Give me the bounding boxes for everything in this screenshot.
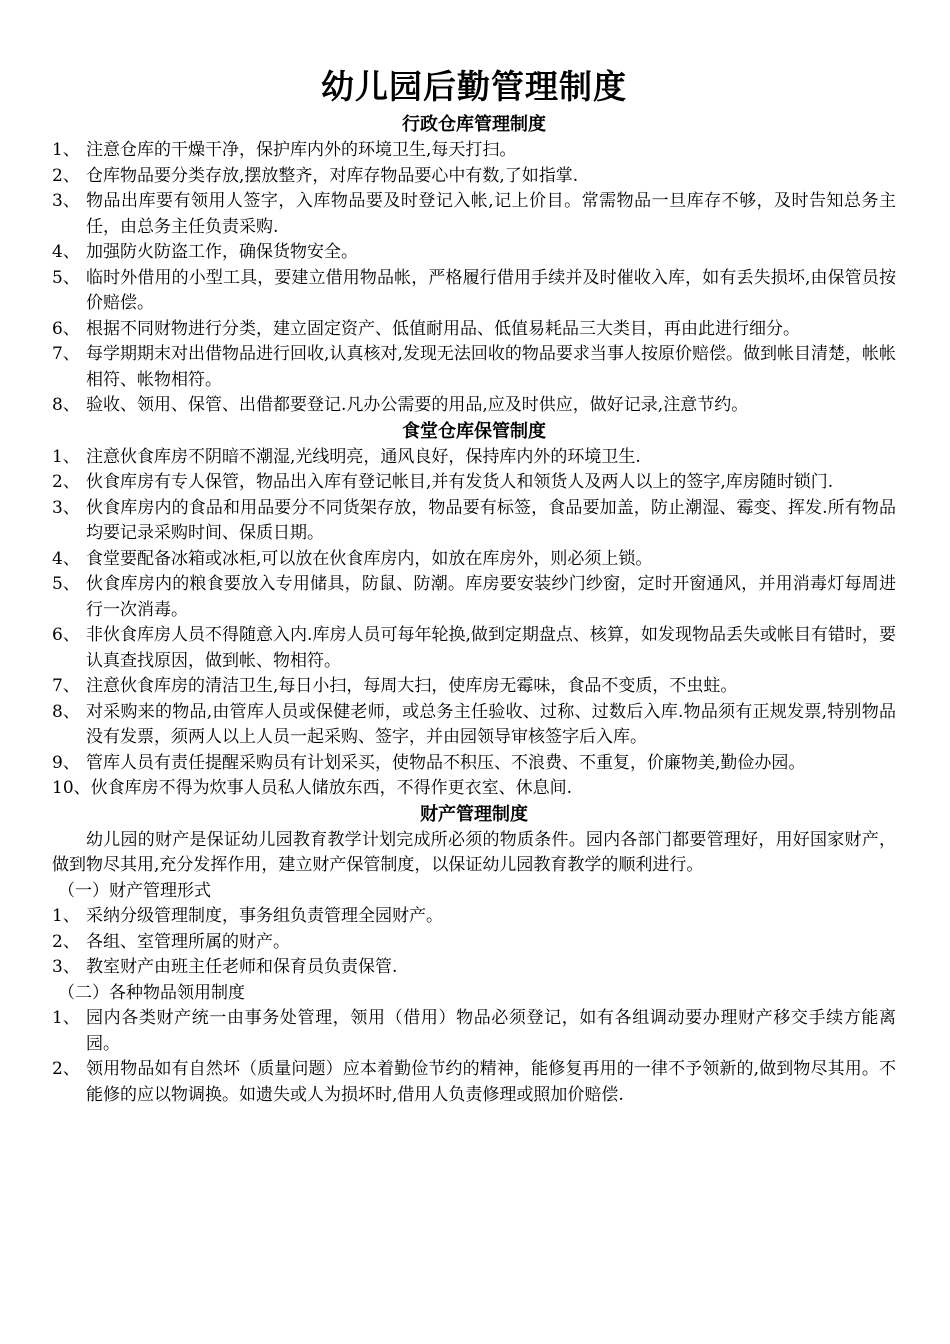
list-item xyxy=(52,955,896,981)
item-text: 伙食库房有专人保管，物品出入库有登记帐目,并有发货人和领货人及两人以上的签字,库房随时锁门. xyxy=(86,472,834,492)
list-item xyxy=(52,138,896,164)
list-item xyxy=(52,470,896,496)
item-text: 根据不同财物进行分类，建立固定资产、低值耐用品、低值易耗品三大类目，再由此进行细分。 xyxy=(86,318,800,339)
item-text: 物品出库要有领用人签字，入库物品要及时登记入帐,记上价目。常需物品一旦库存不够，及时告知总务主任，由总务主任负责采购. xyxy=(86,191,896,237)
item-text: 伙食库房内的粮食要放入专用储具，防鼠、防潮。库房要安装纱门纱窗，定时开窗通风，并用消毒灯每周进行一次消毒。 xyxy=(86,574,896,620)
item-number: 2、 xyxy=(52,931,80,952)
item-number: 2、 xyxy=(52,165,80,186)
list-item xyxy=(52,393,896,419)
item-number: 3、 xyxy=(52,497,80,518)
section-title-admin-warehouse: 行政仓库管理制度 xyxy=(402,114,546,135)
item-number: 8、 xyxy=(52,395,80,415)
item-number: 1、 xyxy=(52,1008,80,1028)
list-item xyxy=(52,700,896,751)
list-item xyxy=(52,623,896,674)
item-text: 非伙食库房人员不得随意入内.库房人员可每年轮换,做到定期盘点、核算，如发现物品丢失或帐目有错时，要认真查找原因，做到帐、物相符。 xyxy=(86,625,896,671)
item-text: 对采购来的物品,由管库人员或保健老师，或总务主任验收、过称、过数后入库.物品须有正规发票,特别物品没有发票，须两人以上人员一起采购、签字，并由园领导审核签字后入库。 xyxy=(86,701,896,747)
item-number: 6、 xyxy=(52,625,80,645)
list-item xyxy=(52,342,896,393)
section-title-property: 财产管理制度 xyxy=(420,803,528,825)
admin-warehouse-rules xyxy=(52,138,896,419)
item-number: 6、 xyxy=(52,318,80,339)
item-text: 仓库物品要分类存放,摆放整齐，对库存物品要心中有数,了如指掌. xyxy=(86,165,579,186)
list-item xyxy=(52,674,896,700)
list-item xyxy=(52,776,896,802)
subsection-title-management-form: （一）财产管理形式 xyxy=(58,880,211,901)
list-item xyxy=(52,1006,896,1057)
item-text: 注意仓库的干燥干净，保护库内外的环境卫生,每天打扫。 xyxy=(86,140,517,160)
list-item xyxy=(52,240,896,266)
item-text: 伙食库房不得为炊事人员私人储放东西，不得作更衣室、休息间. xyxy=(90,778,573,798)
list-item xyxy=(52,751,896,777)
list-item xyxy=(52,496,896,547)
item-text: 加强防火防盗工作，确保货物安全。 xyxy=(86,242,358,262)
item-text: 领用物品如有自然坏（质量问题）应本着勤俭节约的精神，能修复再用的一律不予领新的,做到物尽其用。不能修的应以物调换。如遗失或人为损坏时,借用人负责修理或照加价赔偿. xyxy=(86,1059,896,1105)
item-number: 5、 xyxy=(52,574,80,594)
list-item xyxy=(52,1057,896,1108)
item-number: 3、 xyxy=(52,957,80,977)
item-number: 1、 xyxy=(52,140,80,160)
item-number: 2、 xyxy=(52,472,80,492)
canteen-warehouse-rules xyxy=(52,445,896,802)
item-number: 7、 xyxy=(52,344,80,364)
list-item xyxy=(52,930,896,956)
item-number: 4、 xyxy=(52,242,80,262)
list-item xyxy=(52,904,896,930)
item-text: 注意伙食库房不阴暗不潮湿,光线明亮，通风良好，保持库内外的环境卫生. xyxy=(86,446,641,467)
list-item xyxy=(52,189,896,240)
document-page xyxy=(52,62,896,1108)
item-number: 1、 xyxy=(52,906,80,926)
item-text: 食堂要配备冰箱或冰柜,可以放在伙食库房内，如放在库房外，则必须上锁。 xyxy=(86,548,653,569)
item-number: 1、 xyxy=(52,446,80,467)
list-item xyxy=(52,445,896,471)
item-text: 临时外借用的小型工具，要建立借用物品帐，严格履行借用手续并及时催收入库，如有丢失损坏,由保管员按价赔偿。 xyxy=(86,267,896,313)
item-text: 采纳分级管理制度，事务组负责管理全园财产。 xyxy=(86,906,443,926)
item-text: 验收、领用、保管、出借都要登记.凡办公需要的用品,应及时供应，做好记录,注意节约。 xyxy=(86,395,749,415)
management-form-rules xyxy=(52,904,896,981)
item-text: 每学期期末对出借物品进行回收,认真核对,发现无法回收的物品要求当事人按原价赔偿。做到帐目清楚，帐帐相符、帐物相符。 xyxy=(86,344,896,390)
item-number: 5、 xyxy=(52,267,80,288)
item-number: 2、 xyxy=(52,1059,80,1079)
item-text: 注意伙食库房的清洁卫生,每日小扫，每周大扫，使库房无霉味，食品不变质，不虫蛀。 xyxy=(86,676,738,696)
list-item xyxy=(52,266,896,317)
item-text: 管库人员有责任提醒采购员有计划采买，使物品不积压、不浪费、不重复，价廉物美,勤俭办园。 xyxy=(86,752,806,773)
list-item xyxy=(52,164,896,190)
subsection-title-item-requisition: （二）各种物品领用制度 xyxy=(58,982,245,1003)
document-title: 幼儿园后勤管理制度 xyxy=(321,67,627,106)
item-number: 4、 xyxy=(52,548,80,569)
item-text: 伙食库房内的食品和用品要分不同货架存放，物品要有标签，食品要加盖，防止潮湿、霉变、挥发.所有物品均要记录采购时间、保质日期。 xyxy=(86,497,896,543)
list-item xyxy=(52,317,896,343)
item-number: 3、 xyxy=(52,191,80,211)
list-item xyxy=(52,547,896,573)
list-item xyxy=(52,572,896,623)
item-number: 8、 xyxy=(52,701,80,722)
property-intro-paragraph: 幼儿园的财产是保证幼儿园教育教学计划完成所必须的物质条件。园内各部门都要管理好，用好国家财产，做到物尽其用,充分发挥作用，建立财产保管制度，以保证幼儿园教育教学的顺利进行。 xyxy=(52,829,896,875)
item-number: 9、 xyxy=(52,752,80,773)
item-number: 10、 xyxy=(52,778,91,798)
section-title-canteen-warehouse: 食堂仓库保管制度 xyxy=(402,420,546,442)
item-requisition-rules xyxy=(52,1006,896,1108)
item-text: 各组、室管理所属的财产。 xyxy=(86,931,290,952)
item-text: 教室财产由班主任老师和保育员负责保管. xyxy=(86,957,398,977)
item-text: 园内各类财产统一由事务处管理，领用（借用）物品必须登记，如有各组调动要办理财产移交手续方能离园。 xyxy=(86,1008,896,1054)
item-number: 7、 xyxy=(52,676,80,696)
